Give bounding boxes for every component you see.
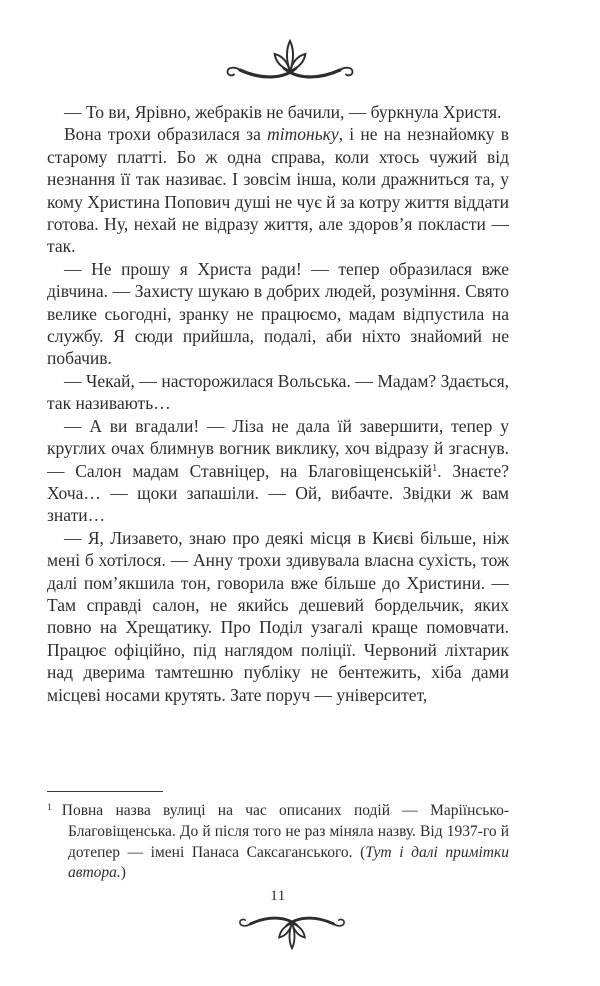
book-page — [0, 39, 600, 986]
footnote-marker: 1 — [47, 803, 52, 813]
text-segment: , і не на незнайомку в старому платті. Бо ж одна справа, коли хтось чужий від незнання її так називає. І зовсім інша, коли дражниться та, у кому Христина Попович душі не чує й за котру життя віддати готова. Ну, нехай не відразу життя, але здоров’я покласти — так. — [47, 124, 509, 257]
text-segment: — Не прошу я Христа ради! — тепер образилася вже дівчина. — Захисту шукаю в добрих людей, розуміння. Свято велике сьогодні, зранку не працюємо, мадам відпустила на службу. Я сюди прийшла, подалі, аби ніхто знайомий не побачив. — [47, 258, 509, 369]
footnote-italic-segment: Тут і далі примітки автора. — [68, 843, 509, 882]
page-number: 11 — [270, 888, 286, 904]
footnote-rule — [47, 791, 163, 792]
footnote-area — [47, 791, 509, 884]
footnote-text-segment: Повна назва вулиці на час описаних подій — Маріїнсько-Благовіщенська. До й після того не раз міняла назву. Від 1937-го й дотепер — імені Панаса Саксаганського. ( — [61, 802, 509, 861]
paragraph — [47, 370, 509, 415]
text-segment: . Знаєте? Хоча… — щоки запашіли. — Ой, вибачте. Звідки ж вам знати… — [47, 460, 509, 526]
text-segment: — А ви вгадали! — Ліза не дала їй завершити, тепер у круглих очах блимнув вогник виклику, хоч відразу й згаснув. — Салон мадам Ставніцер, на Благовіщенській — [47, 415, 509, 481]
italic-segment: тітоньку — [267, 124, 339, 145]
paragraph — [47, 101, 509, 123]
floral-flourish-inverted-icon — [232, 913, 352, 950]
footnote-text-segment: ) — [120, 864, 126, 882]
text-segment: — То ви, Ярівно, жебраків не бачили, — буркнула Христя. — [64, 102, 502, 122]
paragraph — [47, 123, 509, 257]
paragraph — [47, 527, 509, 706]
footnote-ref: 1 — [432, 462, 438, 474]
footnote — [47, 801, 509, 884]
body-text — [47, 101, 509, 706]
text-segment: — Я, Лизавето, знаю про деякі місця в Києві більше, ніж мені б хотілося. — Анну трохи здивувала власна сухість, тож далі пом’якшила тон, говорила вже більше до Христини. — Там справді салон, не якийсь дешевий бордельчик, яких повно на Хрещатику. Про Поділ узагалі краще помовчати. Працює офіційно, під наглядом поліції. Червоний ліхтарик над дверима тамтешню публіку не бентежить, хіба дами місцеві носами крутять. Зате поруч — університет, — [47, 527, 509, 705]
text-segment: Вона трохи образилася за — [64, 124, 268, 145]
text-segment: — Чекай, — насторожилася Вольська. — Мадам? Здається, так називають… — [47, 370, 509, 414]
floral-flourish-icon — [218, 39, 362, 83]
paragraph — [47, 415, 509, 527]
paragraph — [47, 258, 509, 370]
